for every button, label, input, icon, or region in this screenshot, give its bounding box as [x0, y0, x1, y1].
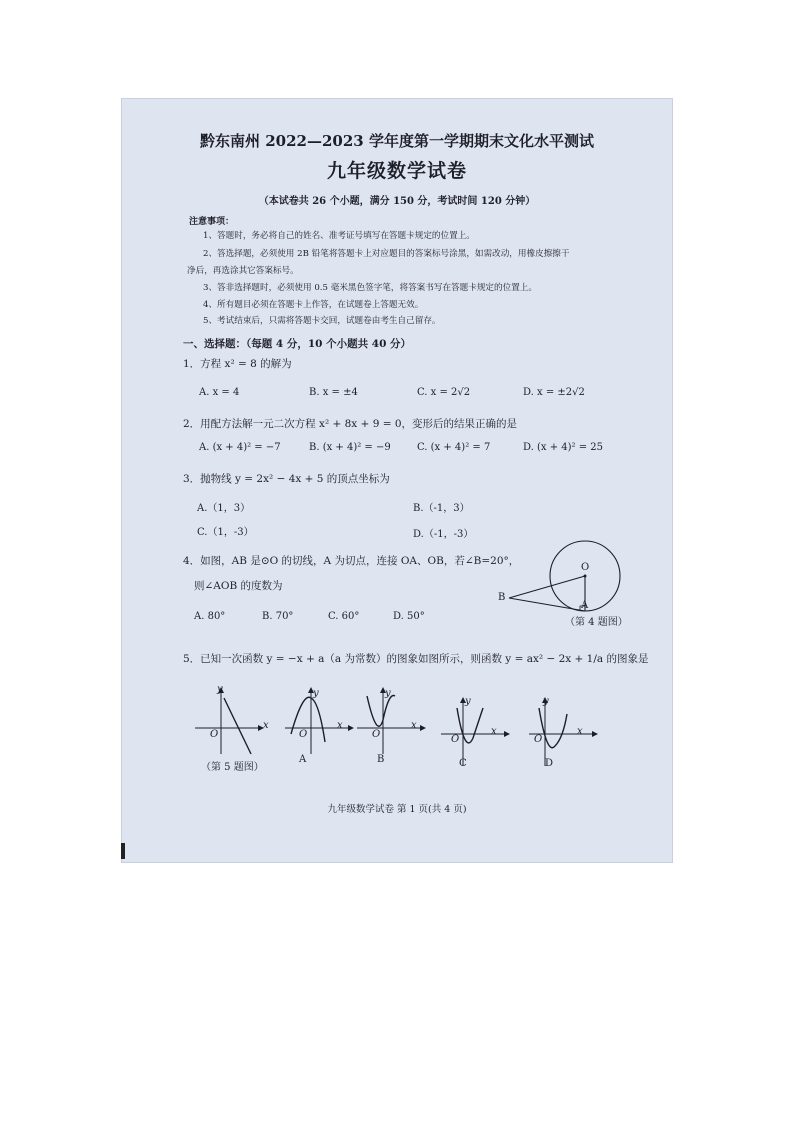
option-a-graph — [281, 682, 361, 762]
question-3-stem: 3．抛物线 y = 2x² − 4x + 5 的顶点坐标为 — [183, 473, 390, 485]
figB-origin-label: O — [372, 729, 381, 740]
option-d-caption: D — [545, 758, 554, 769]
option-b-graph — [353, 682, 433, 762]
figC-x-label: x — [491, 726, 497, 737]
question-5-line-figure — [191, 682, 271, 762]
question-1-option-b: B. x = ±4 — [309, 387, 358, 398]
scan-edge-mark — [121, 843, 125, 859]
figure-label-a: A — [581, 600, 589, 611]
figB-y-label: y — [385, 688, 391, 699]
question-4-option-d: D. 50° — [393, 611, 425, 622]
question-5-stem: 5．已知一次函数 y = −x + a（a 为常数）的图象如图所示，则函数 y = ax² − 2x + 1/a 的图象是 — [183, 653, 649, 665]
notice-item: 4、所有题目必须在答题卡上作答，在试题卷上答题无效。 — [203, 300, 424, 310]
question-2-option-b: B. (x + 4)² = −9 — [309, 442, 391, 453]
exam-title-line1: 黔东南州 2022—2023 学年度第一学期期末文化水平测试 — [200, 132, 594, 150]
figC-origin-label: O — [451, 734, 460, 745]
question-3-option-b: B.（-1，3） — [413, 503, 470, 514]
figA-y-label: y — [313, 688, 319, 699]
question-4-option-c: C. 60° — [328, 611, 360, 622]
question-4-stem-line2: 则∠AOB 的度数为 — [194, 580, 283, 592]
exam-subtitle: （本试卷共 26 个小题，满分 150 分，考试时间 120 分钟） — [258, 196, 536, 207]
figD-y-label: y — [543, 696, 549, 707]
figure-label-b: B — [498, 592, 506, 603]
question-4-stem-line1: 4．如图，AB 是⊙O 的切线，A 为切点，连接 OA、OB，若∠B=20°， — [183, 555, 520, 567]
question-3-option-a: A.（1，3） — [197, 503, 251, 514]
fig5-y-label: y — [217, 684, 223, 695]
exam-title-line2: 九年级数学试卷 — [326, 160, 467, 182]
question-1-option-d: D. x = ±2√2 — [523, 387, 585, 398]
option-c-caption: C — [459, 758, 467, 769]
question-2-stem: 2．用配方法解一元二次方程 x² + 8x + 9 = 0，变形后的结果正确的是 — [183, 418, 518, 430]
question-4-option-b: B. 70° — [262, 611, 294, 622]
question-5-figure-caption: （第 5 题图） — [201, 762, 264, 773]
figA-origin-label: O — [299, 729, 308, 740]
question-1-option-c: C. x = 2√2 — [417, 387, 471, 398]
question-3-option-d: D.（-1，-3） — [413, 529, 474, 540]
notice-item: 2、答选择题，必须使用 2B 铅笔将答题卡上对应题目的答案标号涂黑，如需改动，用橡皮擦擦干 — [203, 249, 570, 259]
page-footer: 九年级数学试卷 第 1 页(共 4 页) — [327, 804, 467, 815]
notice-item: 3、答非选择题时，必须使用 0.5 毫米黑色签字笔，将答案书写在答题卡规定的位置上。 — [203, 283, 537, 293]
option-a-caption: A — [299, 754, 307, 765]
figC-y-label: y — [465, 696, 471, 707]
notice-heading: 注意事项： — [189, 217, 235, 227]
figure-label-o: O — [581, 562, 590, 573]
figD-origin-label: O — [534, 734, 543, 745]
section-heading: 一、选择题：（每题 4 分，10 个小题共 40 分） — [183, 338, 412, 350]
question-2-option-c: C. (x + 4)² = 7 — [417, 442, 491, 453]
fig5-x-label: x — [263, 720, 269, 731]
notice-item: 1、答题时，务必将自己的姓名、准考证号填写在答题卡规定的位置上。 — [203, 231, 475, 241]
option-c-graph — [437, 694, 517, 774]
question-1-stem: 1．方程 x² = 8 的解为 — [183, 358, 292, 370]
figA-x-label: x — [337, 720, 343, 731]
question-2-option-a: A. (x + 4)² = −7 — [199, 442, 281, 453]
question-4-option-a: A. 80° — [194, 611, 226, 622]
notice-item: 净后，再选涂其它答案标号。 — [187, 266, 299, 276]
question-4-figure-caption: （第 4 题图） — [565, 617, 628, 628]
figD-x-label: x — [577, 726, 583, 737]
question-2-option-d: D. (x + 4)² = 25 — [523, 442, 604, 453]
exam-paper — [121, 98, 673, 863]
question-3-option-c: C.（1，-3） — [197, 527, 254, 538]
figB-x-label: x — [411, 720, 417, 731]
fig5-origin-label: O — [210, 729, 219, 740]
question-1-option-a: A. x = 4 — [199, 387, 240, 398]
option-b-caption: B — [377, 754, 385, 765]
notice-item: 5、考试结束后，只需将答题卡交回，试题卷由考生自己留存。 — [203, 316, 441, 326]
